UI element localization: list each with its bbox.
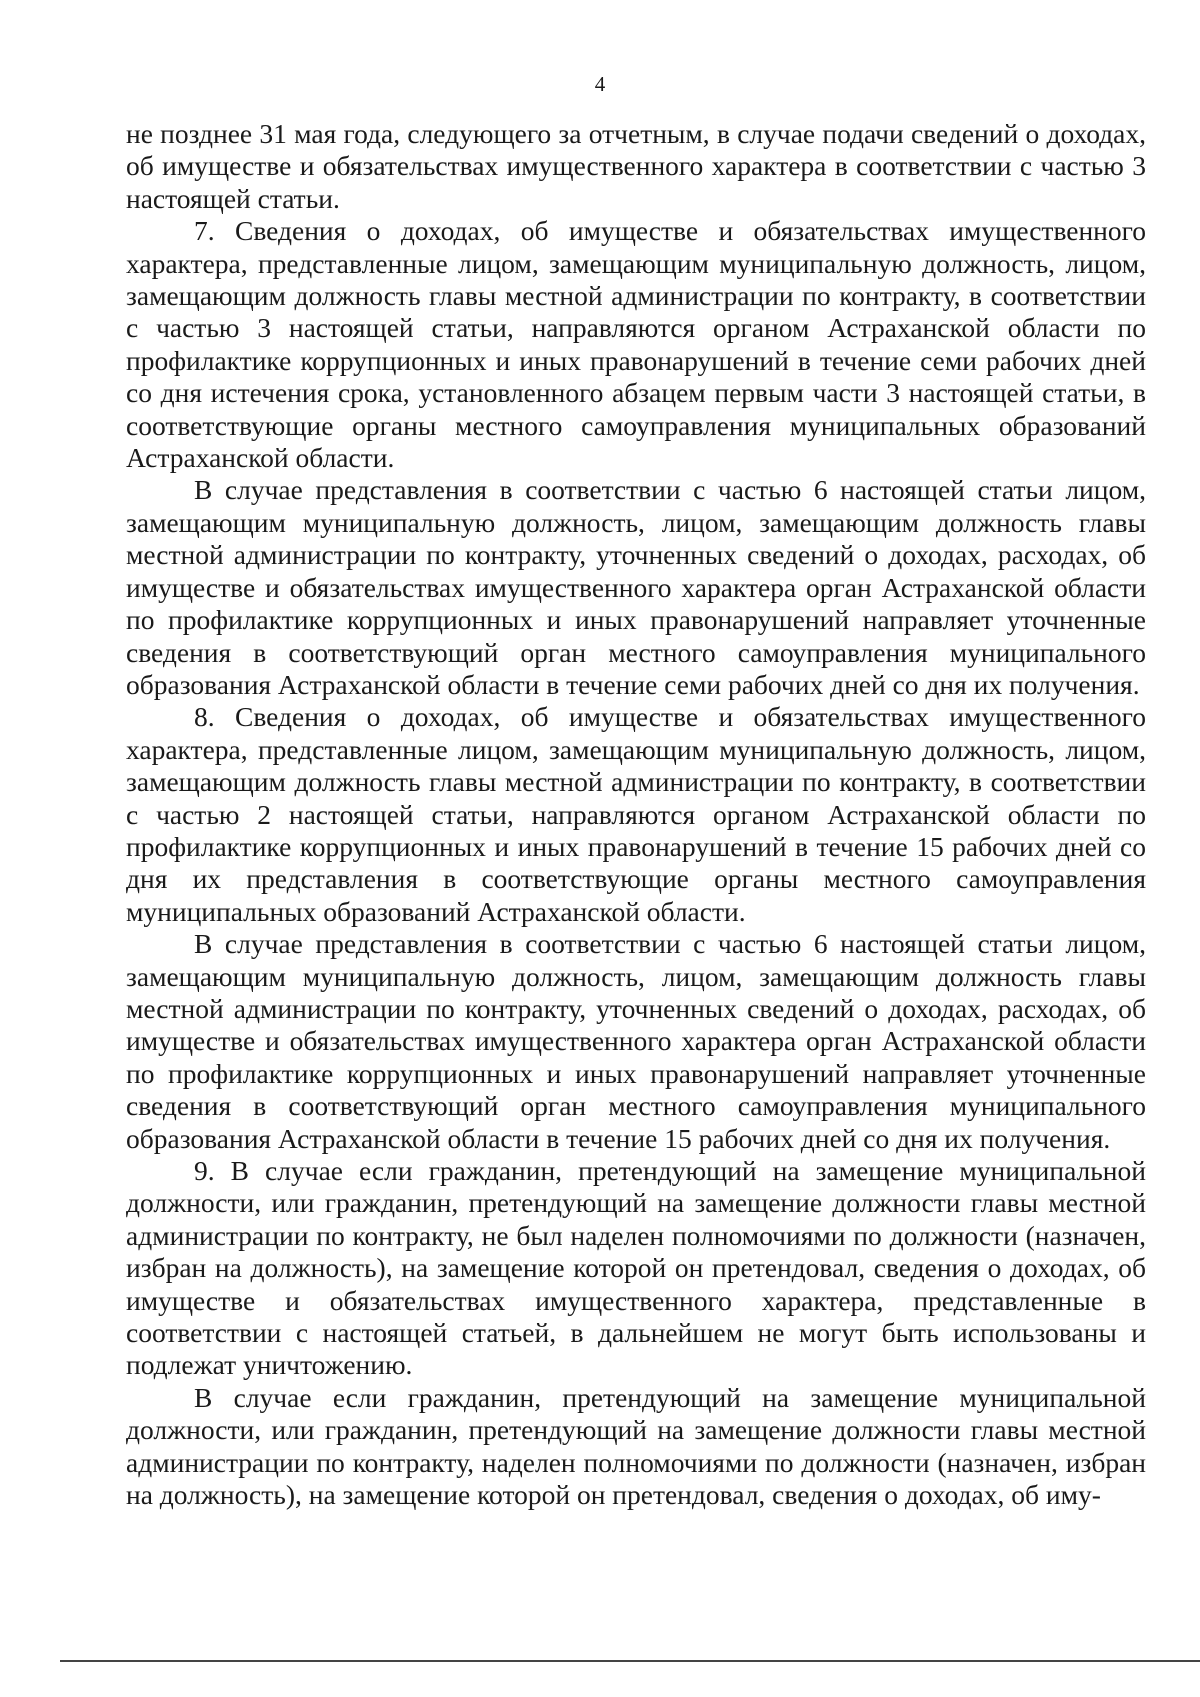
paragraph-item-7-clarification: В случае представления в соответствии с частью 6 настоящей статьи лицом, замещающим муниципальную должность, лицом, замещающим должность главы местной администрации по контракту, уточненных сведений о доходах, расходах, об имуществе и обязательствах имущественного характера орган Астраханской области по профилактике коррупционных и иных правонарушений направляет уточненные сведения в соответствующий орган местного самоуправления муниципального образования Астраханской области в течение семи рабочих дней со дня их получения. [126,474,1146,700]
paragraph-item-7: 7. Сведения о доходах, об имуществе и обязательствах имущественного характера, представленные лицом, замещающим муниципальную должность, лицом, замещающим должность главы местной администрации по контракту, в соответствии с частью 3 настоящей статьи, направляются органом Астраханской области по профилактике коррупционных и иных правонарушений в течение семи рабочих дней со дня истечения срока, установленного абзацем первым части 3 настоящей статьи, в соответствующие органы местного самоуправления муниципальных образований Астраханской области. [126,215,1146,474]
paragraph-continuation: не позднее 31 мая года, следующего за отчетным, в случае подачи сведений о доходах, об имуществе и обязательствах имущественного характера в соответствии с частью 3 настоящей статьи. [126,118,1146,214]
paragraph-item-9: 9. В случае если гражданин, претендующий на замещение муниципальной должности, или гражданин, претендующий на замещение должности главы местной администрации по контракту, не был наделен полномочиями по должности (назначен, избран на должность), на замещение которой он претендовал, сведения о доходах, об имуществе и обязательствах имущественного характера, представленные в соответствии с настоящей статьей, в дальнейшем не могут быть использованы и подлежат уничтожению. [126,1155,1146,1381]
paragraph-item-8-clarification: В случае представления в соответствии с частью 6 настоящей статьи лицом, замещающим муниципальную должность, лицом, замещающим должность главы местной администрации по контракту, уточненных сведений о доходах, расходах, об имуществе и обязательствах имущественного характера орган Астраханской области по профилактике коррупционных и иных правонарушений направляет уточненные сведения в соответствующий орган местного самоуправления муниципального образования Астраханской области в течение 15 рабочих дней со дня их получения. [126,928,1146,1154]
page-number: 4 [594,72,606,96]
paragraph-item-9-continuation: В случае если гражданин, претендующий на замещение муниципальной должности, или гражданин, претендующий на замещение должности главы местной администрации по контракту, наделен полномочиями по должности (назначен, избран на должность), на замещение которой он претендовал, сведения о доходах, об иму- [126,1381,1146,1511]
document-body [126,118,1146,1511]
bottom-rule [60,1660,1200,1662]
paragraph-item-8: 8. Сведения о доходах, об имуществе и обязательствах имущественного характера, представленные лицом, замещающим муниципальную должность, лицом, замещающим должность главы местной администрации по контракту, в соответствии с частью 2 настоящей статьи, направляются органом Астраханской области по профилактике коррупционных и иных правонарушений в течение 15 рабочих дней со дня их представления в соответствующие органы местного самоуправления муниципальных образований Астраханской области. [126,701,1146,927]
